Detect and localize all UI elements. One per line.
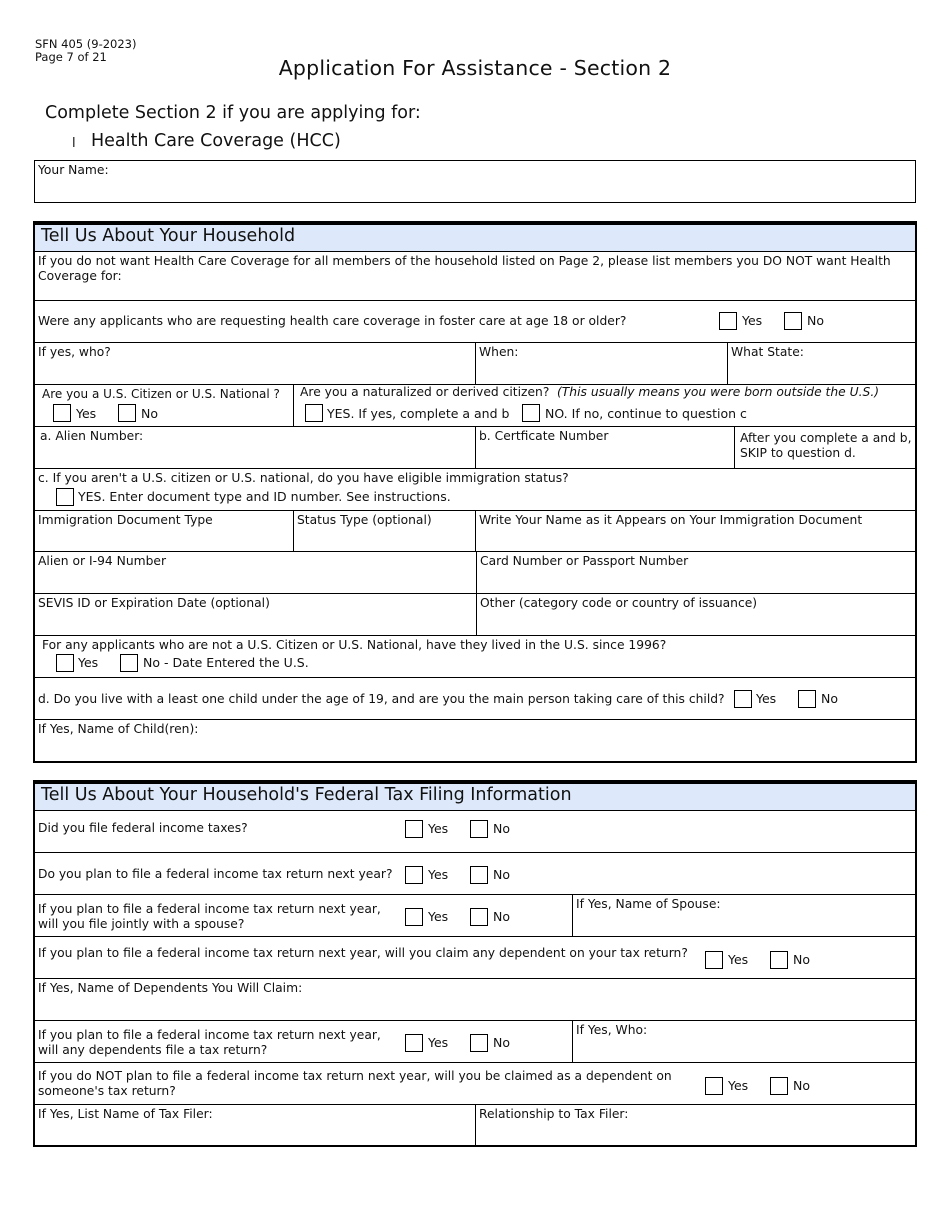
household-section-frame	[33, 221, 917, 763]
claimed-yes-label: Yes	[728, 1078, 749, 1093]
your-name-field[interactable]	[34, 160, 916, 203]
dep-names-label: If Yes, Name of Dependents You Will Claim:	[38, 981, 303, 995]
claimed-question-line2: someone's tax return?	[38, 1084, 176, 1098]
alien-number-label: a. Alien Number:	[40, 429, 144, 443]
foster-yes-label: Yes	[742, 313, 763, 328]
plan-no-label: No	[493, 867, 510, 882]
foster-no-label: No	[807, 313, 824, 328]
immigration-question: c. If you aren't a U.S. citizen or U.S. national, do you have eligible immigration status?	[38, 471, 569, 485]
foster-state-label: What State:	[731, 345, 804, 359]
filed-yes-label: Yes	[428, 821, 449, 836]
hcc-exclude-label: If you do not want Health Care Coverage for all members of the household listed on Page 2, please list members you DO NOT want Health Coverage for:	[38, 254, 891, 283]
program-hcc: Health Care Coverage (HCC)	[91, 131, 341, 151]
tax-filer-name-label: If Yes, List Name of Tax Filer:	[38, 1107, 213, 1121]
name-on-doc-label: Write Your Name as it Appears on Your Immigration Document	[479, 513, 863, 527]
dep-file-no-label: No	[493, 1035, 510, 1050]
household-heading: Tell Us About Your Household	[34, 222, 916, 252]
child-question: d. Do you live with a least one child under the age of 19, and are you the main person taking care of this child?	[38, 692, 725, 706]
spouse-name-label: If Yes, Name of Spouse:	[576, 897, 721, 911]
citizen-question: Are you a U.S. Citizen or U.S. National ?	[42, 387, 280, 401]
relationship-label: Relationship to Tax Filer:	[479, 1107, 629, 1121]
plan-question: Do you plan to file a federal income tax return next year?	[38, 867, 393, 881]
form-number: SFN 405 (9-2023)	[35, 37, 137, 51]
jointly-question-line1: If you plan to file a federal income tax return next year,	[38, 902, 381, 916]
claimed-question-line1: If you do NOT plan to file a federal income tax return next year, will you be claimed as a dependent on	[38, 1069, 672, 1083]
tax-heading: Tell Us About Your Household's Federal Tax Filing Information	[34, 781, 916, 811]
claim-dep-no-label: No	[793, 952, 810, 967]
page-label: Page 7 of 21	[35, 50, 107, 64]
dep-who-label: If Yes, Who:	[576, 1023, 648, 1037]
citizen-no-label: No	[141, 406, 158, 421]
naturalized-note: (This usually means you were born outside the U.S.)	[557, 385, 880, 399]
since-1996-yes-label: Yes	[78, 655, 99, 670]
child-no-label: No	[821, 691, 838, 706]
bullet-icon: l	[72, 136, 76, 151]
foster-who-label: If yes, who?	[38, 345, 111, 359]
dep-file-question-line1: If you plan to file a federal income tax return next year,	[38, 1028, 381, 1042]
immigration-yes-label: YES. Enter document type and ID number. See instructions.	[78, 489, 451, 504]
other-category-label: Other (category code or country of issuance)	[480, 596, 758, 610]
foster-care-question: Were any applicants who are requesting health care coverage in foster care at age 18 or older?	[38, 314, 627, 328]
naturalized-yes-label: YES. If yes, complete a and b	[327, 406, 510, 421]
tax-section-frame	[33, 780, 917, 1147]
claim-dep-yes-label: Yes	[728, 952, 749, 967]
your-name-label: Your Name:	[38, 163, 109, 177]
alien-i94-label: Alien or I-94 Number	[38, 554, 167, 568]
jointly-no-label: No	[493, 909, 510, 924]
sevis-label: SEVIS ID or Expiration Date (optional)	[38, 596, 270, 610]
claimed-no-label: No	[793, 1078, 810, 1093]
jointly-yes-label: Yes	[428, 909, 449, 924]
citizen-yes-label: Yes	[76, 406, 97, 421]
dep-file-question-line2: will any dependents file a tax return?	[38, 1043, 268, 1057]
filed-question: Did you file federal income taxes?	[38, 821, 248, 835]
dep-file-yes-label: Yes	[428, 1035, 449, 1050]
status-type-label: Status Type (optional)	[297, 513, 432, 527]
doc-type-label: Immigration Document Type	[38, 513, 213, 527]
child-yes-label: Yes	[756, 691, 777, 706]
child-names-label: If Yes, Name of Child(ren):	[38, 722, 199, 736]
since-1996-question: For any applicants who are not a U.S. Citizen or U.S. National, have they lived in the U.S. since 1996?	[42, 638, 667, 652]
plan-yes-label: Yes	[428, 867, 449, 882]
foster-when-label: When:	[479, 345, 519, 359]
filed-no-label: No	[493, 821, 510, 836]
naturalized-no-label: NO. If no, continue to question c	[545, 406, 747, 421]
card-passport-label: Card Number or Passport Number	[480, 554, 689, 568]
since-1996-no-label: No - Date Entered the U.S.	[143, 655, 309, 670]
skip-note: After you complete a and b, SKIP to question d.	[740, 431, 912, 460]
naturalized-question: Are you a naturalized or derived citizen?	[300, 385, 550, 399]
intro-text: Complete Section 2 if you are applying for:	[45, 103, 421, 123]
certificate-number-label: b. Certficate Number	[479, 429, 609, 443]
claim-dep-question: If you plan to file a federal income tax return next year, will you claim any dependent on your tax return?	[38, 946, 688, 960]
page-title: Application For Assistance - Section 2	[278, 56, 672, 80]
jointly-question-line2: will you file jointly with a spouse?	[38, 917, 245, 931]
